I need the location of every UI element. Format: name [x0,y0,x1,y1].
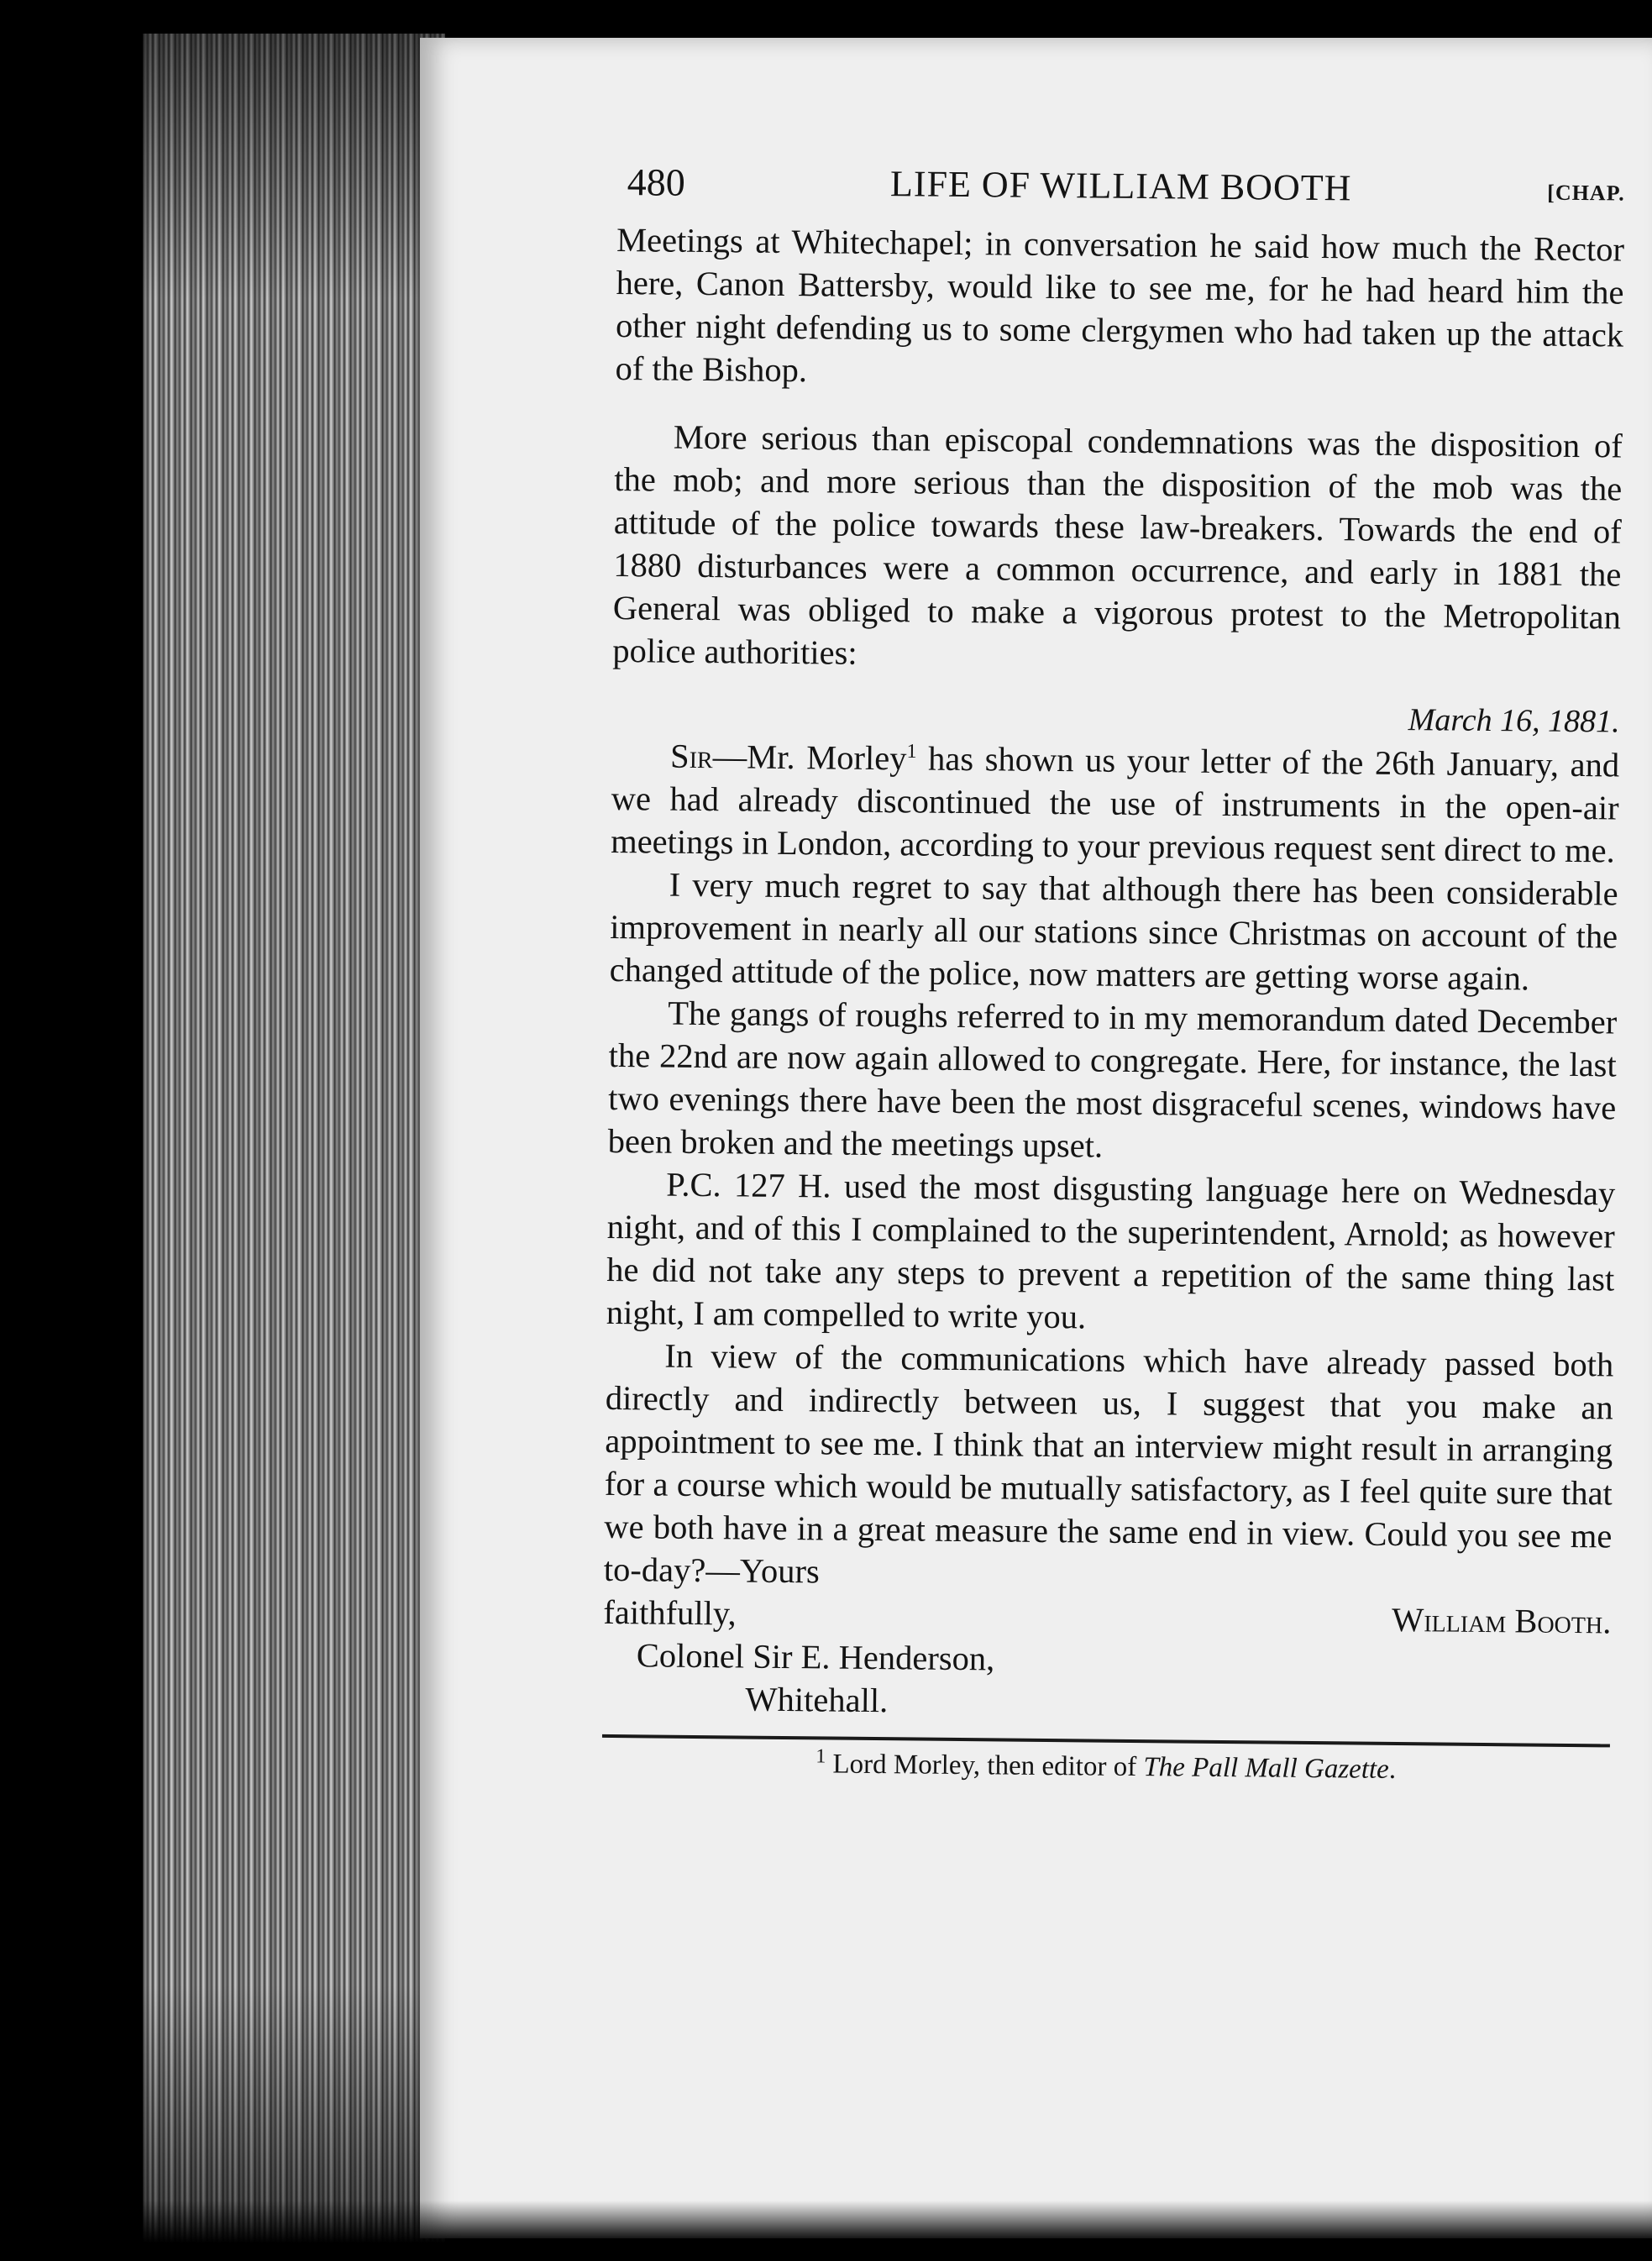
letter-p1-start: —Mr. Morley [712,737,907,778]
letter-paragraph-1 [611,734,1619,873]
book-page-edges [143,34,445,2251]
footnote-publication: The Pall Mall Gazette [1143,1752,1389,1785]
running-head [616,160,1625,228]
letter-paragraph-3: The gangs of roughs referred to in my memorandum dated December the 22nd are now again allowed to congregate. Here, for instance, the last two evenings there have been the most disgraceful scenes, windows have been broken and the meetings upset. [607,994,1618,1165]
chapter-marker: [CHAP. [1547,180,1625,206]
salutation: Sir [669,737,713,776]
running-title: LIFE OF WILLIAM BOOTH [889,163,1352,209]
paragraph-1: Meetings at Whitechapel; in conversation he said how much the Rector here, Canon Battersby, would like to see me, for he had heard him the other night defending us to some clergymen who had taken up the attack of the Bishop. [615,220,1625,390]
signature: William Booth. [1391,1600,1612,1641]
letter-paragraph-2: I very much regret to say that although there has been considerable improvement in nearly all our stations since Christmas on account of the changed attitude of the police, now matters are getting worse again. [609,865,1618,998]
letter-paragraph-5: In view of the communications which have already passed both directly and indirectly between us, I suggest that you make an appointment to see me. I think that an interview might result in arranging for a course which would be mutually satisfactory, as I feel quite sure that we both have in a great measure the same end in view. Could you see me to-day?—Yours [603,1336,1614,1591]
footnote-end: . [1388,1754,1397,1785]
letter-paragraph-4: P.C. 127 H. used the most disgusting language here on Wednesday night, and of this I complained to the superintendent, Arnold; as however he did not take any steps to prevent a repetition of the same thing last night, I am compelled to write you. [606,1165,1616,1336]
letter-date: March 16, 1881. [1408,702,1620,740]
footnote-marker: 1 [816,1745,826,1768]
addressee-place: Whitehall. [745,1680,889,1720]
letter-p1-rest: has shown us your letter of the 26th January, and we had already discontinued the use of instruments in the open-air meetings in London, according to your previous request sent direct to me. [610,739,1620,870]
closing: faithfully, [603,1592,737,1633]
page-text [601,160,1624,1792]
footnote-ref: 1 [906,740,917,763]
footnote-text: Lord Morley, then editor of [826,1749,1144,1783]
page-number: 480 [627,160,685,204]
addressee-name: Colonel Sir E. Henderson, [636,1636,995,1678]
paragraph-2: More serious than episcopal condemnations was the disposition of the mob; and more serious than the disposition of the mob was the attitude of the police towards these law-breakers. Towards the end of 1880 disturbances were a common occurrence, and early in 1881 the General was obliged to make a vigorous protest to the Metropolitan police authorities: [612,417,1623,672]
bottom-shadow [143,2201,1652,2261]
